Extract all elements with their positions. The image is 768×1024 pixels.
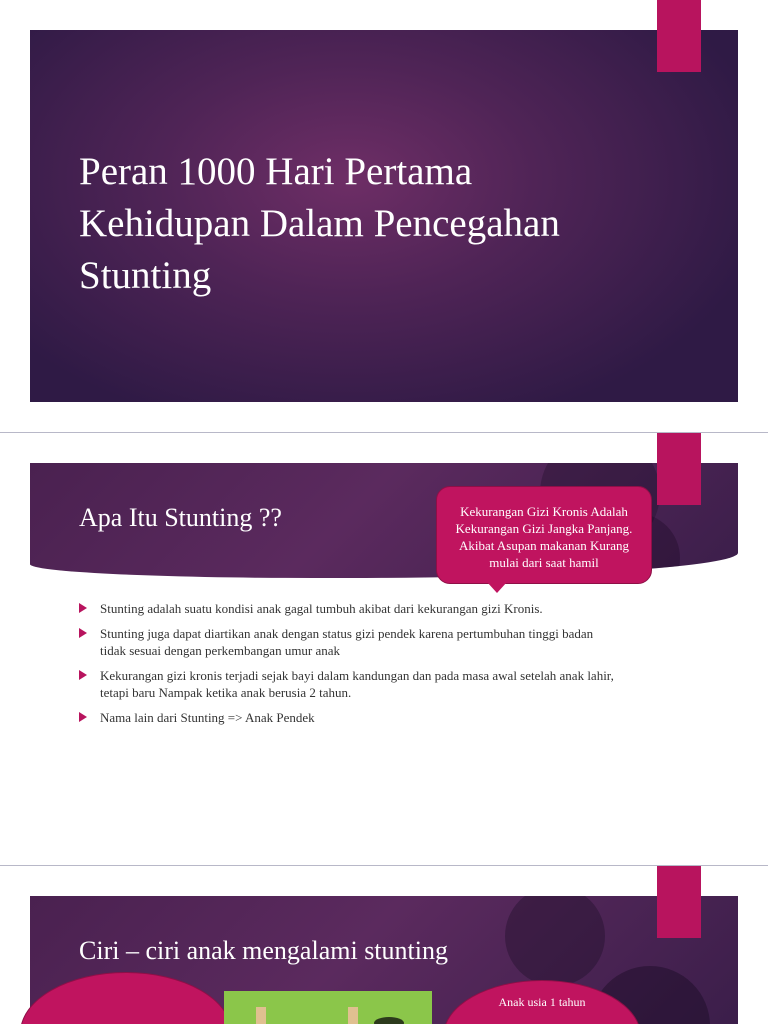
slide-2-definition xyxy=(0,433,768,865)
callout-tail xyxy=(487,582,507,593)
accent-tab xyxy=(657,0,701,72)
bullet-item: Stunting adalah suatu kondisi anak gagal tumbuh akibat dari kekurangan gizi Kronis. xyxy=(79,600,619,617)
slide-heading: Apa Itu Stunting ?? xyxy=(79,503,282,532)
illustration-image xyxy=(224,991,432,1024)
bullet-item: Kekurangan gizi kronis terjadi sejak bayi dalam kandungan dan pada masa awal setelah anak lahir, tetapi baru Nampak ketika anak berusia 2 tahun. xyxy=(79,667,619,701)
oval-text: Anak usia 1 tahun xyxy=(498,995,586,1009)
decor-circle xyxy=(505,896,605,986)
slide-heading: Ciri – ciri anak mengalami stunting xyxy=(79,936,448,965)
bullet-list xyxy=(79,600,619,734)
accent-tab xyxy=(657,866,701,938)
bullet-item: Nama lain dari Stunting => Anak Pendek xyxy=(79,709,619,726)
callout-text: Kekurangan Gizi Kronis Adalah Kekurangan Gizi Jangka Panjang. Akibat Asupan makanan Kurang mulai dari saat hamil xyxy=(455,504,633,570)
slide-3-characteristics xyxy=(0,866,768,1024)
slide-title: Peran 1000 Hari Pertama Kehidupan Dalam Pencegahan Stunting xyxy=(79,150,560,297)
bullet-arrow-icon xyxy=(79,603,87,613)
bullet-item: Stunting juga dapat diartikan anak dengan status gizi pendek karena pertumbuhan tinggi badan tidak sesuai dengan perkembangan umur anak xyxy=(79,625,619,659)
callout-box xyxy=(436,486,652,584)
bullet-arrow-icon xyxy=(79,628,87,638)
slide-1-title xyxy=(0,0,768,432)
bullet-arrow-icon xyxy=(79,670,87,680)
bullet-arrow-icon xyxy=(79,712,87,722)
accent-tab xyxy=(657,433,701,505)
